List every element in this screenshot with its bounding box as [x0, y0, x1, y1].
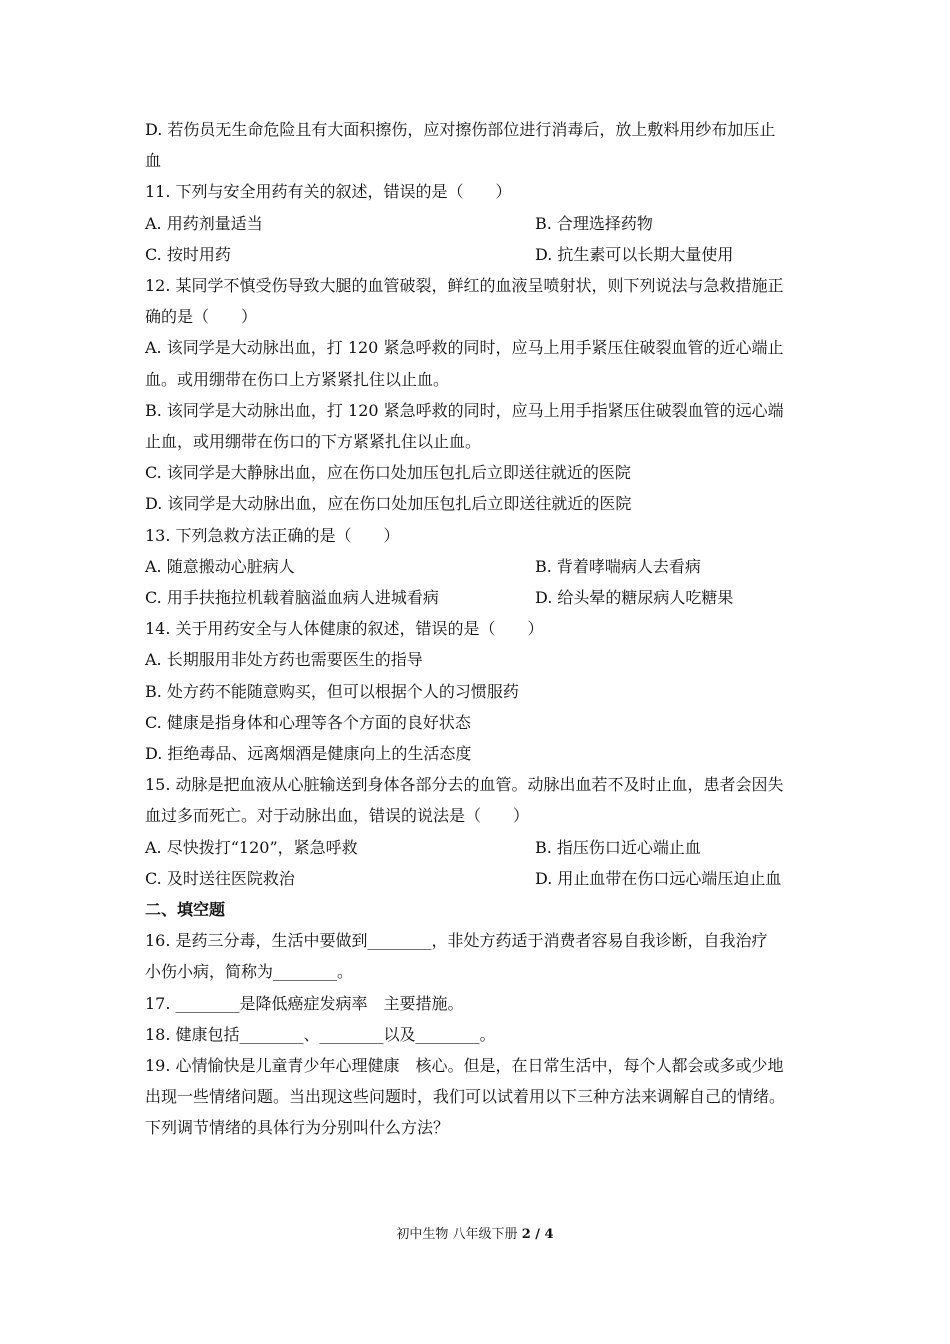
- text-line: 11. 下列与安全用药有关的叙述，错误的是（ ）: [145, 182, 512, 201]
- text-line: C. 该同学是大静脉出血，应在伤口处加压包扎后立即送往就近的医院: [145, 463, 631, 482]
- text-line: A. 尽快拨打“120”，紧急呼救: [145, 838, 358, 857]
- text-line: 血: [145, 151, 162, 170]
- text-line: C. 及时送往医院救治: [145, 869, 295, 888]
- text-line: 出现一些情绪问题。当出现这些问题时，我们可以试着用以下三种方法来调解自己的情绪。: [145, 1087, 786, 1106]
- text-line: 13. 下列急救方法正确的是（ ）: [145, 526, 400, 545]
- text-line: 15. 动脉是把血液从心脏输送到身体各部分去的血管。动脉出血若不及时止血，患者会因失: [145, 775, 784, 794]
- text-line: A. 长期服用非处方药也需要医生的指导: [145, 650, 423, 669]
- text-line: 下列调节情绪的具体行为分别叫什么方法？: [145, 1118, 450, 1137]
- text-line: C. 按时用药: [145, 245, 231, 264]
- option-right: D. 给头晕的糖尿病人吃糖果: [535, 588, 734, 607]
- text-line: D. 若伤员无生命危险且有大面积擦伤，应对擦伤部位进行消毒后，放上敷料用纱布加压止: [145, 120, 776, 139]
- footer-title: 初中生物 八年级下册: [396, 1227, 522, 1242]
- text-line: 小伤小病，简称为________。: [145, 962, 354, 981]
- text-line: 12. 某同学不慎受伤导致大腿的血管破裂，鲜红的血液呈喷射状，则下列说法与急救措施正: [145, 276, 784, 295]
- page-footer: [0, 1226, 950, 1244]
- option-right: B. 背着哮喘病人去看病: [535, 557, 701, 576]
- text-line: 14. 关于用药安全与人体健康的叙述，错误的是（ ）: [145, 619, 544, 638]
- text-line: 19. 心情愉快是儿童青少年心理健康 核心。但是，在日常生活中，每个人都会或多或少地: [145, 1056, 784, 1075]
- section-heading: 二、填空题: [145, 900, 226, 919]
- text-line: A. 用药剂量适当: [145, 214, 263, 233]
- text-line: 18. 健康包括________、________以及________。: [145, 1025, 496, 1044]
- text-line: 16. 是药三分毒，生活中要做到________，非处方药适于消费者容易自我诊断，自我治疗: [145, 931, 768, 950]
- option-right: B. 指压伤口近心端止血: [535, 838, 701, 857]
- text-line: B. 处方药不能随意购买，但可以根据个人的习惯服药: [145, 682, 519, 701]
- text-line: D. 拒绝毒品、远离烟酒是健康向上的生活态度: [145, 744, 472, 763]
- option-right: D. 用止血带在伤口远心端压迫止血: [535, 869, 782, 888]
- text-line: A. 随意搬动心脏病人: [145, 557, 295, 576]
- text-line: 血。或用绷带在伤口上方紧紧扎住以止血。: [145, 370, 450, 389]
- text-line: C. 用手扶拖拉机载着脑溢血病人进城看病: [145, 588, 439, 607]
- text-line: 血过多而死亡。对于动脉出血，错误的说法是（ ）: [145, 806, 530, 825]
- text-line: 确的是（ ）: [145, 307, 258, 326]
- text-line: B. 该同学是大动脉出血，打 120 紧急呼救的同时，应马上用手指紧压住破裂血管的远心端: [145, 401, 784, 420]
- text-line: D. 该同学是大动脉出血，应在伤口处加压包扎后立即送往就近的医院: [145, 494, 632, 513]
- text-line: 17. ________是降低癌症发病率 主要措施。: [145, 994, 464, 1013]
- option-right: D. 抗生素可以长期大量使用: [535, 245, 734, 264]
- page-number: 2 / 4: [521, 1227, 554, 1242]
- text-line: A. 该同学是大动脉出血，打 120 紧急呼救的同时，应马上用手紧压住破裂血管的近心端止: [145, 338, 784, 357]
- option-right: B. 合理选择药物: [535, 214, 653, 233]
- text-line: 止血，或用绷带在伤口的下方紧紧扎住以止血。: [145, 432, 482, 451]
- text-line: C. 健康是指身体和心理等各个方面的良好状态: [145, 713, 471, 732]
